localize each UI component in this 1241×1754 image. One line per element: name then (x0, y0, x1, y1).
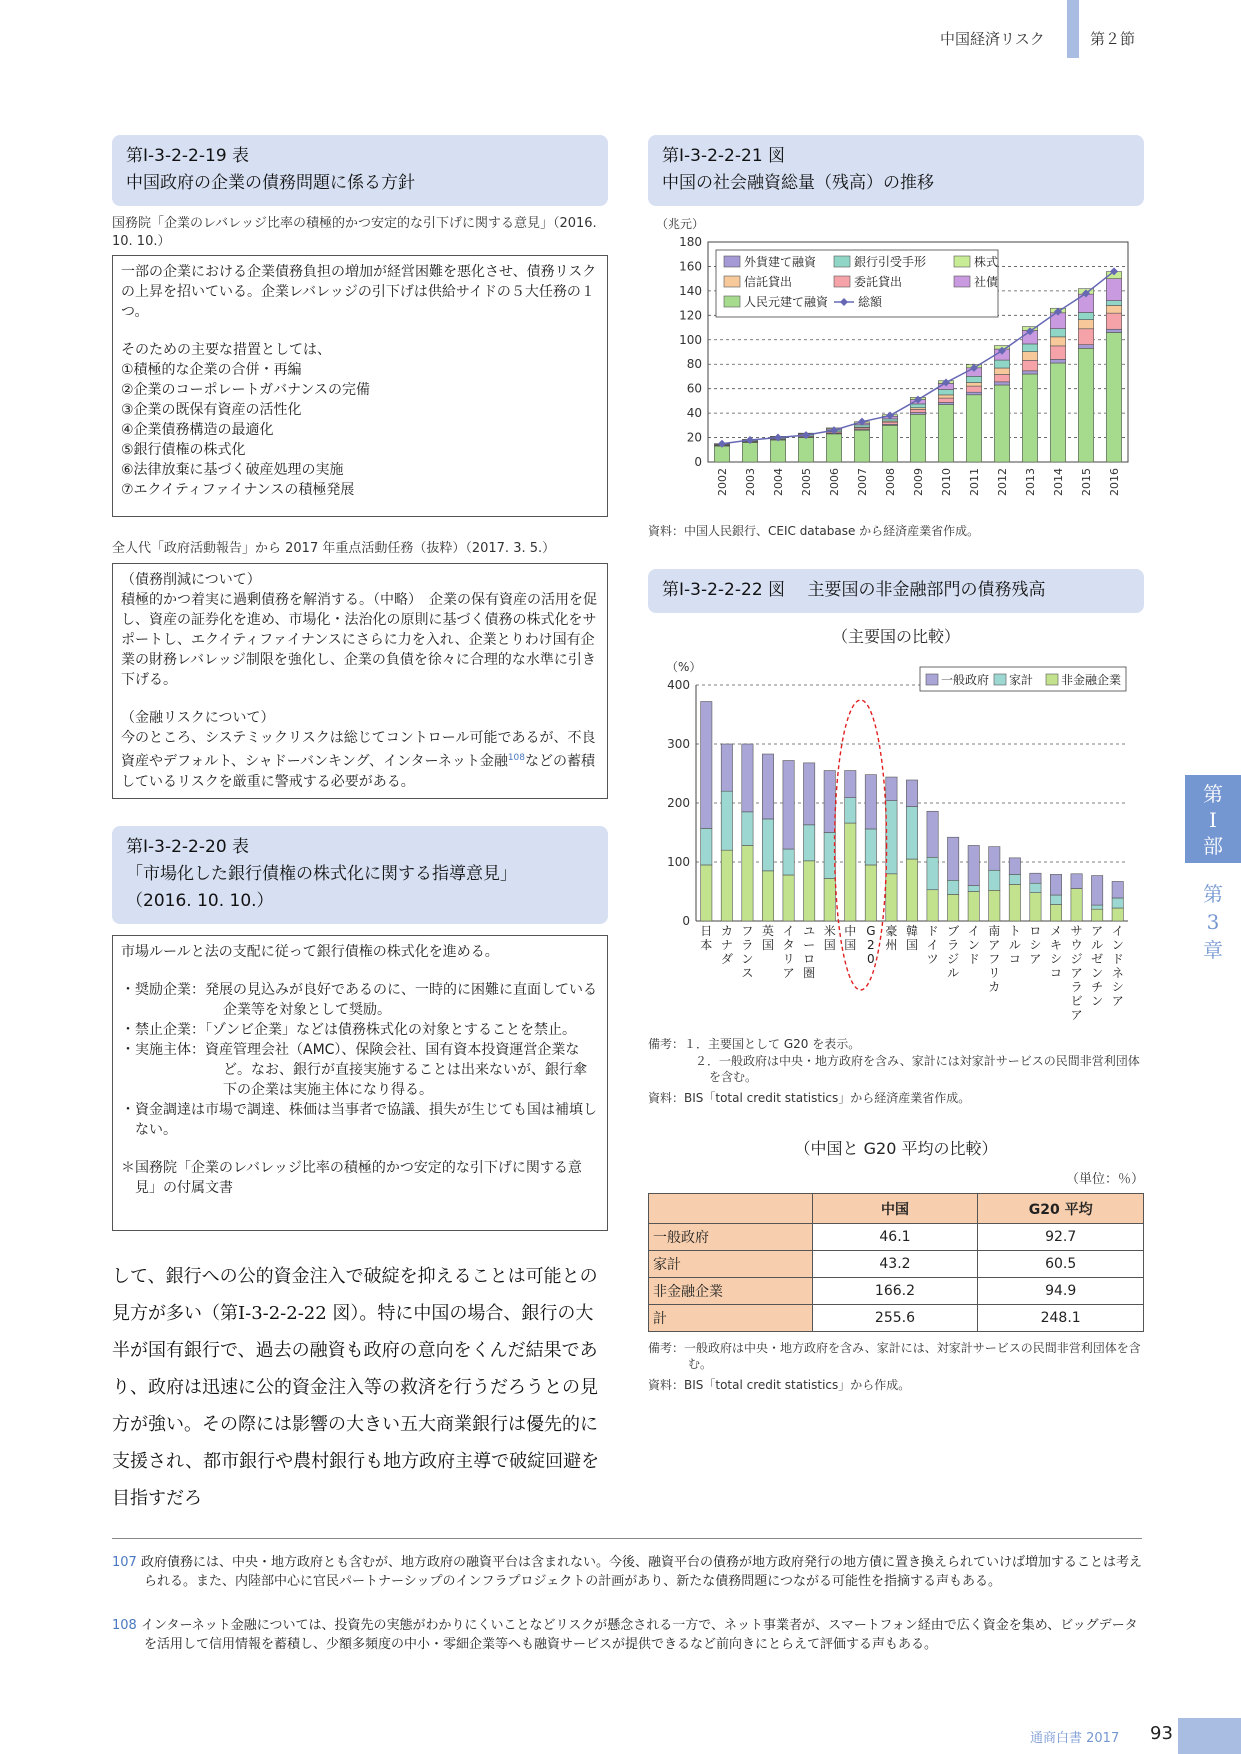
y-tick-label: 100 (679, 332, 702, 347)
bar-segment (845, 823, 856, 921)
bar-segment (721, 744, 732, 791)
bar-segment (989, 847, 1000, 871)
x-tick-label: 英国 (761, 924, 775, 952)
bar-segment (938, 402, 953, 404)
legend-label: 信託貸出 (744, 275, 793, 289)
bar-segment (927, 857, 938, 889)
figure-22-heading (648, 569, 1144, 613)
bar-segment (910, 414, 925, 462)
y-tick-label: 0 (694, 455, 702, 469)
figure-22-note-1: 備考：１．主要国として G20 を表示。 (648, 1037, 861, 1051)
chapter-tab (1185, 880, 1241, 964)
bar-segment (886, 777, 897, 801)
legend-label: 人民元建て融資 (744, 295, 829, 309)
footnote-divider (112, 1538, 1142, 1539)
footnote-number: 108 (112, 1618, 137, 1633)
table-22-caption: （中国と G20 平均の比較） (794, 1139, 998, 1158)
bar-segment (1106, 332, 1121, 462)
table-19-number: 第Ⅰ-3-2-2-19 表 (126, 146, 250, 166)
part-tab-line: 部 (1203, 834, 1223, 858)
footnote-107 (112, 1553, 1142, 1591)
x-tick-label: カナダ (720, 924, 733, 966)
bar-segment (1091, 909, 1102, 921)
quote-text: などの蓄積しているリスクを厳重に警戒する必要がある。 (121, 753, 596, 790)
bar-segment (714, 446, 729, 462)
table-19-title: 中国政府の企業の債務問題に係る方針 (126, 173, 415, 193)
x-tick-label: 2011 (968, 468, 981, 496)
bar-segment (1112, 898, 1123, 908)
bar-segment (721, 850, 732, 921)
bar-segment (968, 886, 979, 892)
measure-item: ③企業の既保有資産の活性化 (121, 402, 302, 418)
bar-segment (966, 386, 981, 392)
x-tick-label: 韓国 (905, 924, 919, 952)
legend-label: 総額 (858, 295, 883, 309)
bar-segment (1106, 305, 1121, 313)
policy-item: ・資金調達は市場で調達、株価は当事者で協議、損失が生じても国は補填しない。 (121, 1102, 597, 1138)
bar-segment (1050, 363, 1065, 462)
y-tick-label: 400 (667, 678, 690, 692)
bar-segment (701, 865, 712, 921)
legend-swatch (926, 674, 938, 685)
bar-segment (1106, 313, 1121, 329)
bar-segment (742, 812, 753, 846)
x-tick-label: ブラジル (947, 924, 960, 980)
footnote-108 (112, 1616, 1142, 1654)
legend-label: 委託貸出 (854, 275, 903, 289)
legend-swatch (724, 276, 740, 287)
bar-segment (938, 405, 953, 462)
x-tick-label: 2016 (1108, 468, 1121, 496)
x-tick-label: メキシコ (1049, 924, 1063, 980)
table-19-heading (112, 135, 608, 206)
x-tick-label: イタリア (782, 924, 795, 980)
y-axis-unit: （兆元） (656, 217, 705, 231)
bar-segment (762, 819, 773, 871)
row-label: 非金融企業 (649, 1278, 813, 1305)
bar-segment (824, 879, 835, 921)
bar-segment (824, 833, 835, 879)
bar-segment (803, 825, 814, 861)
bar-segment (1091, 905, 1102, 909)
bar-segment (910, 409, 925, 412)
bar-segment (824, 771, 835, 833)
bar-segment (906, 859, 917, 921)
highlight-ellipse (835, 700, 887, 990)
table-20-title: 「市場化した銀行債権の株式化に関する指導意見」 (126, 864, 517, 884)
bar-segment (882, 425, 897, 462)
x-tick-label: 2009 (912, 468, 925, 496)
legend-label: 一般政府 (941, 673, 990, 687)
chart-legend (920, 667, 1126, 691)
table-19-box (112, 255, 608, 517)
x-tick-label: フランス (741, 924, 754, 980)
y-tick-label: 180 (679, 235, 702, 249)
bar-segment (1071, 874, 1082, 889)
x-tick-label: 米国 (823, 924, 836, 952)
y-tick-label: 80 (686, 357, 702, 372)
bar-segment (783, 875, 794, 921)
legend-swatch (724, 296, 740, 307)
bar-segment (1022, 352, 1037, 361)
x-tick-label: 2006 (828, 468, 841, 496)
x-tick-label: 中国 (844, 924, 857, 952)
part-tab-line: Ⅰ (1209, 808, 1217, 832)
legend-label: 銀行引受手形 (854, 255, 927, 269)
china-value: 255.6 (812, 1305, 978, 1332)
x-tick-label: 2008 (884, 468, 897, 496)
policy-item: ・禁止企業：「ゾンビ企業」などは債務株式化の対象とすることを禁止。 (121, 1022, 576, 1038)
y-tick-label: 40 (686, 406, 702, 421)
bar-segment (798, 438, 813, 462)
bar-segment (1106, 329, 1121, 332)
table-22-note: 備考：一般政府は中央・地方政府を含み、家計には、対家計サービスの民間非営利団体を含む。 (648, 1341, 1141, 1371)
bar-segment (989, 870, 1000, 890)
footnote-ref[interactable]: 108 (507, 753, 526, 763)
figure-21-source: 資料：中国人民銀行、CEIC database から経済産業省作成。 (648, 524, 980, 538)
y-axis-unit: （%） (666, 660, 702, 674)
quote-heading: （債務削減について） (121, 572, 261, 588)
table-19-source-2: 全人代「政府活動報告」から 2017 年重点活動任務（抜粋）（2017. 3. 5.） (112, 541, 556, 556)
g20-value: 60.5 (978, 1251, 1144, 1278)
y-tick-label: 300 (667, 737, 690, 751)
legend-swatch (834, 256, 850, 267)
footer-accent-bar (1178, 1718, 1241, 1754)
g20-value: 94.9 (978, 1278, 1144, 1305)
x-tick-label: 日本 (700, 924, 713, 952)
bar-segment (762, 871, 773, 921)
measure-item: ⑦エクイティファイナンスの積極発展 (121, 482, 355, 498)
bar-segment (938, 390, 953, 395)
measure-item: ①積極的な企業の合併・再編 (121, 362, 302, 378)
x-tick-label: ドイツ (926, 924, 939, 966)
bar-segment (1050, 874, 1061, 895)
bar-segment (1050, 337, 1065, 346)
legend-swatch (724, 256, 740, 267)
g20-value: 248.1 (978, 1305, 1144, 1332)
running-header-section: 第２節 (1090, 30, 1136, 48)
x-tick-label: インド (967, 924, 980, 966)
bar-segment (886, 874, 897, 921)
footnote-text: インターネット金融については、投資先の実態がわかりにくいことなどリスクが懸念される一方で、ネット事業者が、スマートフォン経由で広く資金を集め、ビッグデータを活用して信用情報を蓄積し、少額多頻度の中小・零細企業等へも融資サービスが提供できるなど前向きにとらえて評価する声もある。 (140, 1618, 1138, 1652)
bar-segment (1078, 329, 1093, 345)
y-tick-label: 160 (679, 259, 702, 274)
bar-segment (742, 744, 753, 812)
table-20-intro: 市場ルールと法の支配に従って銀行債権の株式化を進める。 (121, 944, 499, 960)
bar-segment (1112, 908, 1123, 921)
figure-22-number: 第Ⅰ-3-2-2-22 図 (662, 580, 786, 600)
x-tick-label: サウジアラビア (1070, 924, 1083, 1022)
bar-segment (1009, 858, 1020, 875)
part-tab-line: 第 (1203, 782, 1223, 806)
bar-segment (1009, 884, 1020, 921)
bar-segment (927, 890, 938, 921)
chapter-tab-line: 第 (1203, 882, 1223, 906)
bar-segment (803, 763, 814, 825)
bar-segment (994, 374, 1009, 381)
x-tick-label: ユーロ圏 (803, 924, 816, 980)
bar-segment (854, 430, 869, 462)
bar-segment (947, 894, 958, 921)
bar-segment (966, 383, 981, 387)
legend-label: 外貨建て融資 (744, 255, 817, 269)
comparison-table (648, 1193, 1144, 1332)
table-row (649, 1278, 1144, 1305)
bar-segment (994, 360, 1009, 368)
bar-segment (1078, 348, 1093, 462)
bar-segment (927, 811, 938, 857)
table-22-source: 資料：BIS「total credit statistics」から作成。 (648, 1378, 911, 1392)
bar-segment (845, 798, 856, 823)
table-row (649, 1224, 1144, 1251)
row-label: 計 (649, 1305, 813, 1332)
bar-segment (770, 440, 785, 462)
bar-segment (1078, 313, 1093, 320)
table-row (649, 1251, 1144, 1278)
bar-segment (1078, 320, 1093, 329)
table-20-box (112, 935, 608, 1231)
bar-segment (1106, 279, 1121, 301)
legend-swatch (1046, 674, 1058, 685)
bar-segment (994, 385, 1009, 462)
bar-segment (762, 754, 773, 819)
chapter-tab-line: 章 (1203, 938, 1223, 962)
bar-segment (845, 771, 856, 798)
publication-label: 通商白書 2017 (1030, 1731, 1120, 1746)
social-financing-chart (648, 212, 1144, 522)
bar-segment (1022, 344, 1037, 352)
table-header-cell (649, 1194, 813, 1224)
running-header-title: 中国経済リスク (940, 30, 1045, 48)
x-tick-label: トルコ (1008, 924, 1021, 966)
legend-swatch (834, 276, 850, 287)
figure-21-title: 中国の社会融資総量（残高）の推移 (662, 173, 934, 193)
measure-item: ⑥法律放棄に基づく破産処理の実施 (121, 462, 344, 478)
quote-text: 今のところ、システミックリスクは総じてコントロール可能であるが、不良資産やデフォルト、シャドーバンキング、インターネット金融 (121, 730, 596, 770)
table-20-note: ＊国務院「企業のレバレッジ比率の積極的かつ安定的な引下げに関する意見」の付属文書 (121, 1160, 582, 1196)
figure-22-note-2: ２．一般政府は中央・地方政府を含み、家計には対家計サービスの民間非営利団体を含む。 (695, 1054, 1140, 1084)
bar-segment (994, 382, 1009, 385)
table-header-cell: G20 平均 (978, 1194, 1144, 1224)
bar-segment (865, 829, 876, 865)
bar-segment (1050, 329, 1065, 337)
bar-segment (1050, 895, 1061, 904)
bar-segment (1050, 346, 1065, 359)
y-tick-label: 60 (686, 381, 702, 396)
china-value: 166.2 (812, 1278, 978, 1305)
bar-segment (1022, 371, 1037, 374)
bar-segment (783, 761, 794, 850)
legend-label: 家計 (1009, 673, 1034, 687)
bar-segment (989, 890, 1000, 921)
bar-segment (1050, 904, 1061, 921)
bar-segment (938, 395, 953, 398)
table-header-cell: 中国 (812, 1194, 978, 1224)
bar-segment (947, 880, 958, 894)
table-19-box-2 (112, 563, 608, 799)
x-tick-label: 2012 (996, 468, 1009, 496)
table-22-unit: （単位：％） (1065, 1172, 1144, 1187)
bar-segment (966, 392, 981, 395)
bar-segment (947, 837, 958, 880)
bar-segment (1112, 881, 1123, 898)
x-tick-label: 2004 (772, 468, 785, 496)
china-value: 43.2 (812, 1251, 978, 1278)
bar-segment (1050, 359, 1065, 363)
footnote-text: 政府債務には、中央・地方政府とも含むが、地方政府の融資平台は含まれない。今後、融資平台の債務が地方政府発行の地方債に置き換えられていけば増加することは考えられる。また、内陸部中心に官民パートナーシップのインフラプロジェクトの計画があり、新たな債務問題につながる可能性を指摘する声もある。 (140, 1555, 1142, 1589)
header-accent-bar (1067, 0, 1079, 58)
bar-segment (742, 845, 753, 921)
table-header-row (649, 1194, 1144, 1224)
bar-segment (826, 434, 841, 462)
figure-21-heading (648, 135, 1144, 206)
debt-by-country-chart (648, 655, 1144, 1035)
bar-segment (1022, 374, 1037, 462)
bar-segment (783, 849, 794, 875)
bar-segment (882, 422, 897, 424)
x-tick-label: アルゼンチン (1091, 924, 1104, 1008)
bar-segment (1009, 874, 1020, 884)
y-tick-label: 120 (679, 308, 702, 323)
x-tick-label: 2005 (800, 468, 813, 496)
legend-label: 社債 (974, 275, 999, 289)
bar-segment (966, 395, 981, 462)
bar-segment (1071, 889, 1082, 921)
quote-paragraph: 積極的かつ着実に過剰債務を解消する。（中略） 企業の保有資産の活用を促し、資産の証券化を進め、市場化・法治化の原則に基づく債務の株式化をサポートし、エクイティファイナンスにさらに力を入れ、企業とりわけ国有企業の財務レバレッジ制限を強化し、企業の負債を徐々に合理的な水準に引き下げる。 (121, 592, 597, 688)
table-19-paragraph: 一部の企業における企業債務負担の増加が経営困難を悪化させ、債務リスクの上昇を招いている。企業レバレッジの引下げは供給サイドの５大任務の１つ。 (121, 264, 597, 320)
table-20-number: 第Ⅰ-3-2-2-20 表 (126, 837, 250, 857)
x-tick-label: 2007 (856, 468, 869, 496)
y-tick-label: 20 (686, 430, 702, 445)
legend-swatch (994, 674, 1006, 685)
x-tick-label: ロシア (1029, 924, 1042, 966)
bar-segment (1030, 883, 1041, 892)
y-tick-label: 0 (682, 914, 690, 928)
table-row (649, 1305, 1144, 1332)
measure-item: ⑤銀行債権の株式化 (121, 442, 246, 458)
bar-segment (1022, 360, 1037, 371)
bar-segment (701, 702, 712, 829)
legend-swatch (954, 256, 970, 267)
measure-item: ④企業債務構造の最適化 (121, 422, 274, 438)
legend-swatch (954, 276, 970, 287)
bar-segment (865, 775, 876, 829)
legend-label: 株式 (974, 255, 999, 269)
bar-segment (886, 801, 897, 874)
x-tick-label: 南アフリカ (988, 924, 1001, 994)
table-19-paragraph: そのための主要な措置としては、 (121, 342, 331, 358)
bar-segment (906, 807, 917, 860)
legend-label: 非金融企業 (1061, 673, 1122, 687)
bar-segment (968, 845, 979, 885)
policy-item: ・奨励企業：発展の見込みが良好であるのに、一時的に困難に直面している企業等を対象として奨励。 (121, 982, 597, 1018)
x-tick-label: 2014 (1052, 468, 1065, 496)
bar-segment (742, 442, 757, 462)
chart-legend (716, 250, 999, 317)
bar-segment (803, 861, 814, 921)
bar-segment (1030, 893, 1041, 921)
x-tick-label: 2003 (744, 468, 757, 496)
bar-segment (865, 865, 876, 921)
footnote-number: 107 (112, 1555, 137, 1570)
table-20-date: （2016. 10. 10.） (126, 891, 274, 911)
x-tick-label: 2015 (1080, 468, 1093, 496)
bar-segment (1091, 876, 1102, 906)
x-tick-label: 2010 (940, 468, 953, 496)
policy-item: ・実施主体：資産管理会社（AMC）、保険会社、国有資本投資運営企業など。なお、銀行が直接実施することは出来ないが、銀行傘下の企業は実施主体になり得る。 (121, 1042, 587, 1098)
page-number: 93 (1150, 1723, 1173, 1744)
quote-heading: （金融リスクについて） (121, 710, 275, 726)
bar-segment (1030, 873, 1041, 883)
bar-segment (906, 780, 917, 807)
row-label: 一般政府 (649, 1224, 813, 1251)
x-tick-label: インドネシア (1111, 924, 1124, 1008)
figure-21-number: 第Ⅰ-3-2-2-21 図 (662, 146, 786, 166)
body-paragraph: して、銀行への公的資金注入で破綻を抑えることは可能との見方が多い（第Ⅰ-3-2-2-22 図）。特に中国の場合、銀行の大半が国有銀行で、過去の融資も政府の意向をくんだ結果であり、政府は迅速に公的資金注入等の救済を行うだろうとの見方が強い。その際には影響の大きい五大商業銀行は優先的に支援され、都市銀行や農村銀行も地方政府主導で破綻回避を目指すだろ (112, 1266, 600, 1509)
table-20-heading (112, 826, 608, 924)
bar-segment (938, 398, 953, 402)
bar-segment (1106, 301, 1121, 306)
bar-segment (721, 791, 732, 850)
bar-segment (968, 892, 979, 922)
figure-22-subtitle: （主要国の比較） (831, 627, 960, 646)
bar-segment (701, 828, 712, 865)
figure-22-title: 主要国の非金融部門の債務残高 (807, 580, 1046, 600)
quote-paragraph (121, 728, 599, 792)
x-tick-label: 豪州 (885, 924, 898, 952)
y-tick-label: 140 (679, 283, 702, 298)
bar-segment (1078, 345, 1093, 349)
y-tick-label: 100 (667, 855, 690, 869)
x-tick-label: 2013 (1024, 468, 1037, 496)
x-tick-label: G 2 0 (866, 924, 876, 966)
table-19-source: 国務院「企業のレバレッジ比率の積極的かつ安定的な引下げに関する意見」（2016. 10. 10.） (112, 216, 597, 249)
china-value: 46.1 (812, 1224, 978, 1251)
bar-segment (994, 368, 1009, 374)
chapter-tab-line: 3 (1206, 910, 1220, 934)
measure-item: ②企業のコーポレートガバナンスの完備 (121, 382, 371, 398)
bar-segment (910, 404, 925, 408)
part-tab (1185, 775, 1241, 863)
y-tick-label: 200 (667, 796, 690, 810)
bar-segment (966, 376, 981, 382)
figure-22-source: 資料：BIS「total credit statistics」から経済産業省作成。 (648, 1091, 971, 1105)
x-tick-label: 2002 (716, 468, 729, 496)
row-label: 家計 (649, 1251, 813, 1278)
g20-value: 92.7 (978, 1224, 1144, 1251)
